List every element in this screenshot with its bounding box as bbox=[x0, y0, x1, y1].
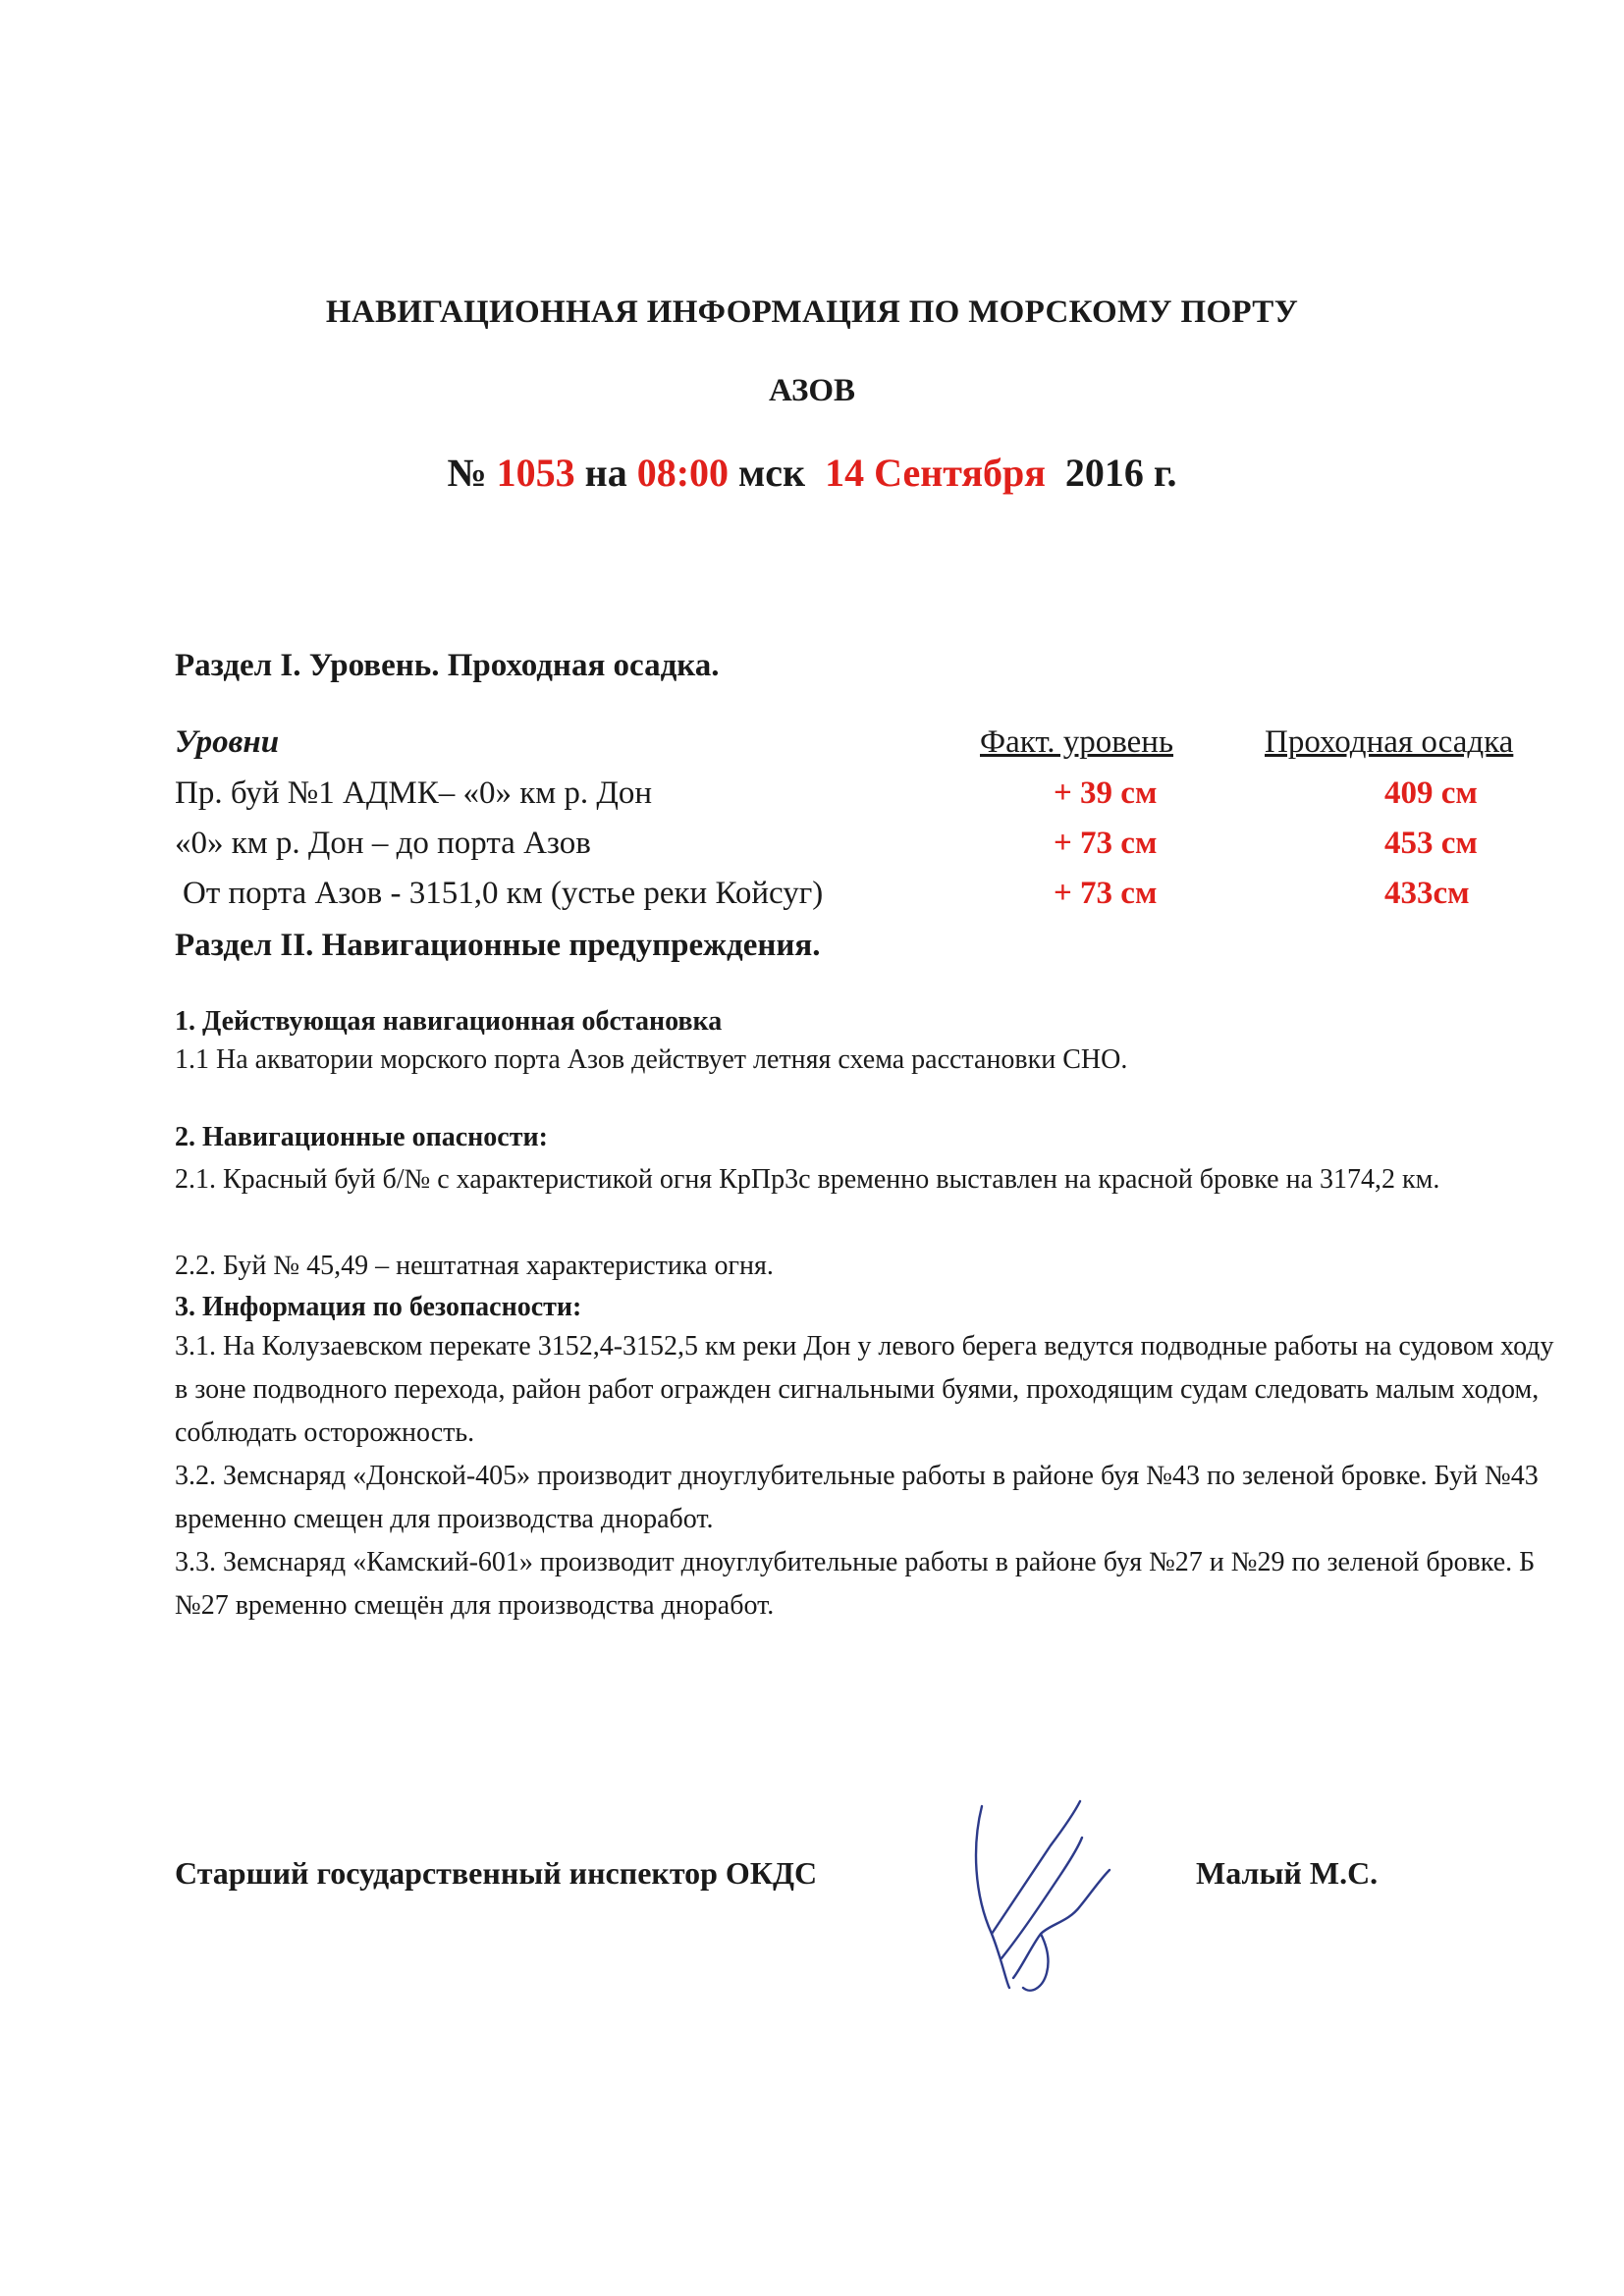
list-item: 2.1. Красный буй б/№ с характеристикой огня КрПр3с временно выставлен на красной бровке на 3174,2 км. bbox=[175, 1164, 1440, 1195]
number-sign: № bbox=[447, 451, 487, 495]
row-name: Пр. буй №1 АДМК– «0» км р. Дон bbox=[175, 775, 653, 811]
handwritten-signature bbox=[952, 1787, 1129, 2002]
list-item: 3.1. На Колузаевском перекате 3152,4-3152,5 км реки Дон у левого берега ведутся подводные работы на судовом ходу в зоне подводного перехода, район работ огражден сигнальными буями, проходящим судам следовать малым ходом, соблюдать осторожность. bbox=[175, 1331, 1554, 1448]
row-fact: + 73 см bbox=[1054, 826, 1158, 861]
sub1-title: 1. Действующая навигационная обстановка bbox=[175, 1006, 723, 1037]
bulletin-number-line bbox=[0, 450, 1624, 496]
timezone: мск bbox=[738, 451, 806, 495]
row-draft: 409 см bbox=[1384, 775, 1478, 811]
row-draft: 433см bbox=[1384, 876, 1470, 911]
bulletin-time: 08:00 bbox=[636, 451, 730, 495]
sub2-title: 2. Навигационные опасности: bbox=[175, 1122, 548, 1152]
list-item: 3.2. Земснаряд «Донской-405» производит дноуглубительные работы в районе буя №43 по зеленой бровке. Буй №43 временно смещен для производства дноработ. bbox=[175, 1461, 1539, 1534]
table-row bbox=[175, 826, 1569, 865]
list-item: 3.3. Земснаряд «Камский-601» производит дноуглубительные работы в районе буя №27 и №29 по зеленой бровке. Б №27 временно смещён для производства дноработ. bbox=[175, 1547, 1536, 1621]
bulletin-date: 14 Сентября bbox=[825, 451, 1046, 495]
signer-name: Малый М.С. bbox=[1196, 1855, 1379, 1891]
row-name: «0» км р. Дон – до порта Азов bbox=[175, 826, 591, 861]
list-item: 2.2. Буй № 45,49 – нештатная характеристика огня. bbox=[175, 1251, 774, 1281]
section2-heading: Раздел II. Навигационные предупреждения. bbox=[175, 928, 821, 963]
table-row bbox=[175, 775, 1569, 815]
row-fact: + 39 см bbox=[1054, 775, 1158, 811]
at-word: на bbox=[584, 451, 627, 495]
row-fact: + 73 см bbox=[1054, 876, 1158, 911]
document-title: НАВИГАЦИОННАЯ ИНФОРМАЦИЯ ПО МОРСКОМУ ПОРТУ bbox=[325, 294, 1299, 330]
row-draft: 453 см bbox=[1384, 826, 1478, 861]
table-row bbox=[175, 876, 1569, 915]
row-name: От порта Азов - 3151,0 км (устье реки Койсуг) bbox=[183, 876, 824, 911]
bulletin-number: 1053 bbox=[496, 451, 575, 495]
sub3-title: 3. Информация по безопасности: bbox=[175, 1292, 582, 1322]
col-draft: Проходная осадка bbox=[1265, 724, 1514, 760]
list-item: 1.1 На акватории морского порта Азов действует летняя схема расстановки СНО. bbox=[175, 1044, 1128, 1075]
levels-table-header bbox=[175, 724, 1569, 764]
section1-heading: Раздел I. Уровень. Проходная осадка. bbox=[175, 648, 720, 683]
port-name: АЗОВ bbox=[768, 373, 856, 408]
col-fact-level: Факт. уровень bbox=[980, 724, 1174, 760]
col-levels: Уровни bbox=[175, 724, 280, 760]
signature-block bbox=[175, 1855, 1569, 1898]
signer-role: Старший государственный инспектор ОКДС bbox=[175, 1855, 818, 1891]
bulletin-year: 2016 г. bbox=[1064, 451, 1177, 495]
